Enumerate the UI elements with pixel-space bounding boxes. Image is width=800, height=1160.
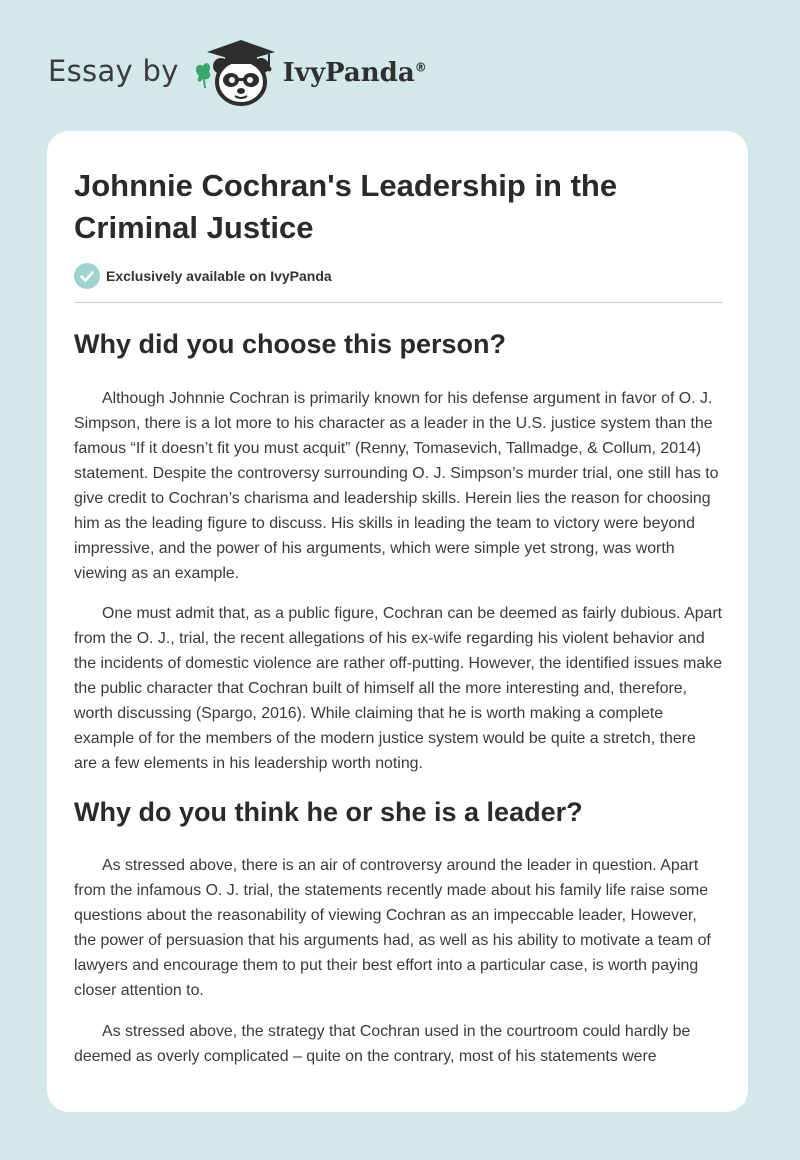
badge-label: Exclusively available on IvyPanda [106, 268, 332, 284]
section-heading: Why did you choose this person? [74, 329, 507, 359]
brand-prefix: Essay by [48, 54, 179, 88]
paragraph: Although Johnnie Cochran is primarily known for his defense argument in favor of O. J. Simpson, there is a lot more to his character as a leader in the U.S. justice system than the famous “If it doesn’t fit you must acquit” (Renny, Tomasevich, Tallmadge, & Collum, 2014) statement. Despite the controversy surrounding O. J. Simpson’s murder trial, one still has to give credit to Cochran’s charisma and leadership skills. Herein lies the reason for choosing him as the leading figure to discuss. His skills in leading the team to victory were beyond impressive, and the power of his arguments, which were simple yet strong, was worth viewing as an example. [74, 390, 719, 582]
check-circle-icon [74, 263, 100, 289]
exclusive-badge [74, 263, 332, 289]
brand-name[interactable]: IvyPanda® [282, 58, 427, 88]
paragraph: As stressed above, there is an air of controversy around the leader in question. Apart from the infamous O. J. trial, the statements recently made about his family life raise some questions about the reasonability of viewing Cochran as an impeccable leader, However, the power of persuasion that his arguments had, as well as his ability to motivate a team of lawyers and encourage them to put their best effort into a particular case, is worth paying closer attention to. [74, 857, 711, 999]
panda-logo-icon[interactable] [191, 36, 281, 108]
essay-card [47, 131, 748, 1112]
page-title: Johnnie Cochran's Leadership in the Criminal Justice [74, 168, 618, 245]
paragraph: As stressed above, the strategy that Cochran used in the courtroom could hardly be deemed as overly complicated – quite on the contrary, most of his statements were [74, 1023, 691, 1065]
site-header [48, 36, 427, 108]
section-heading: Why do you think he or she is a leader? [74, 797, 583, 827]
registered-mark: ® [414, 60, 427, 75]
divider [74, 302, 723, 303]
paragraph: One must admit that, as a public figure, Cochran can be deemed as fairly dubious. Apart from the O. J., trial, the recent allegations of his ex-wife regarding his violent behavior and the incidents of domestic violence are rather off-putting. However, the identified issues make the public character that Cochran built of himself all the more interesting and, therefore, worth discussing (Spargo, 2016). While claiming that he is worth making a complete example of for the members of the modern justice system would be quite a stretch, there are a few elements in his leadership worth noting. [74, 605, 723, 772]
